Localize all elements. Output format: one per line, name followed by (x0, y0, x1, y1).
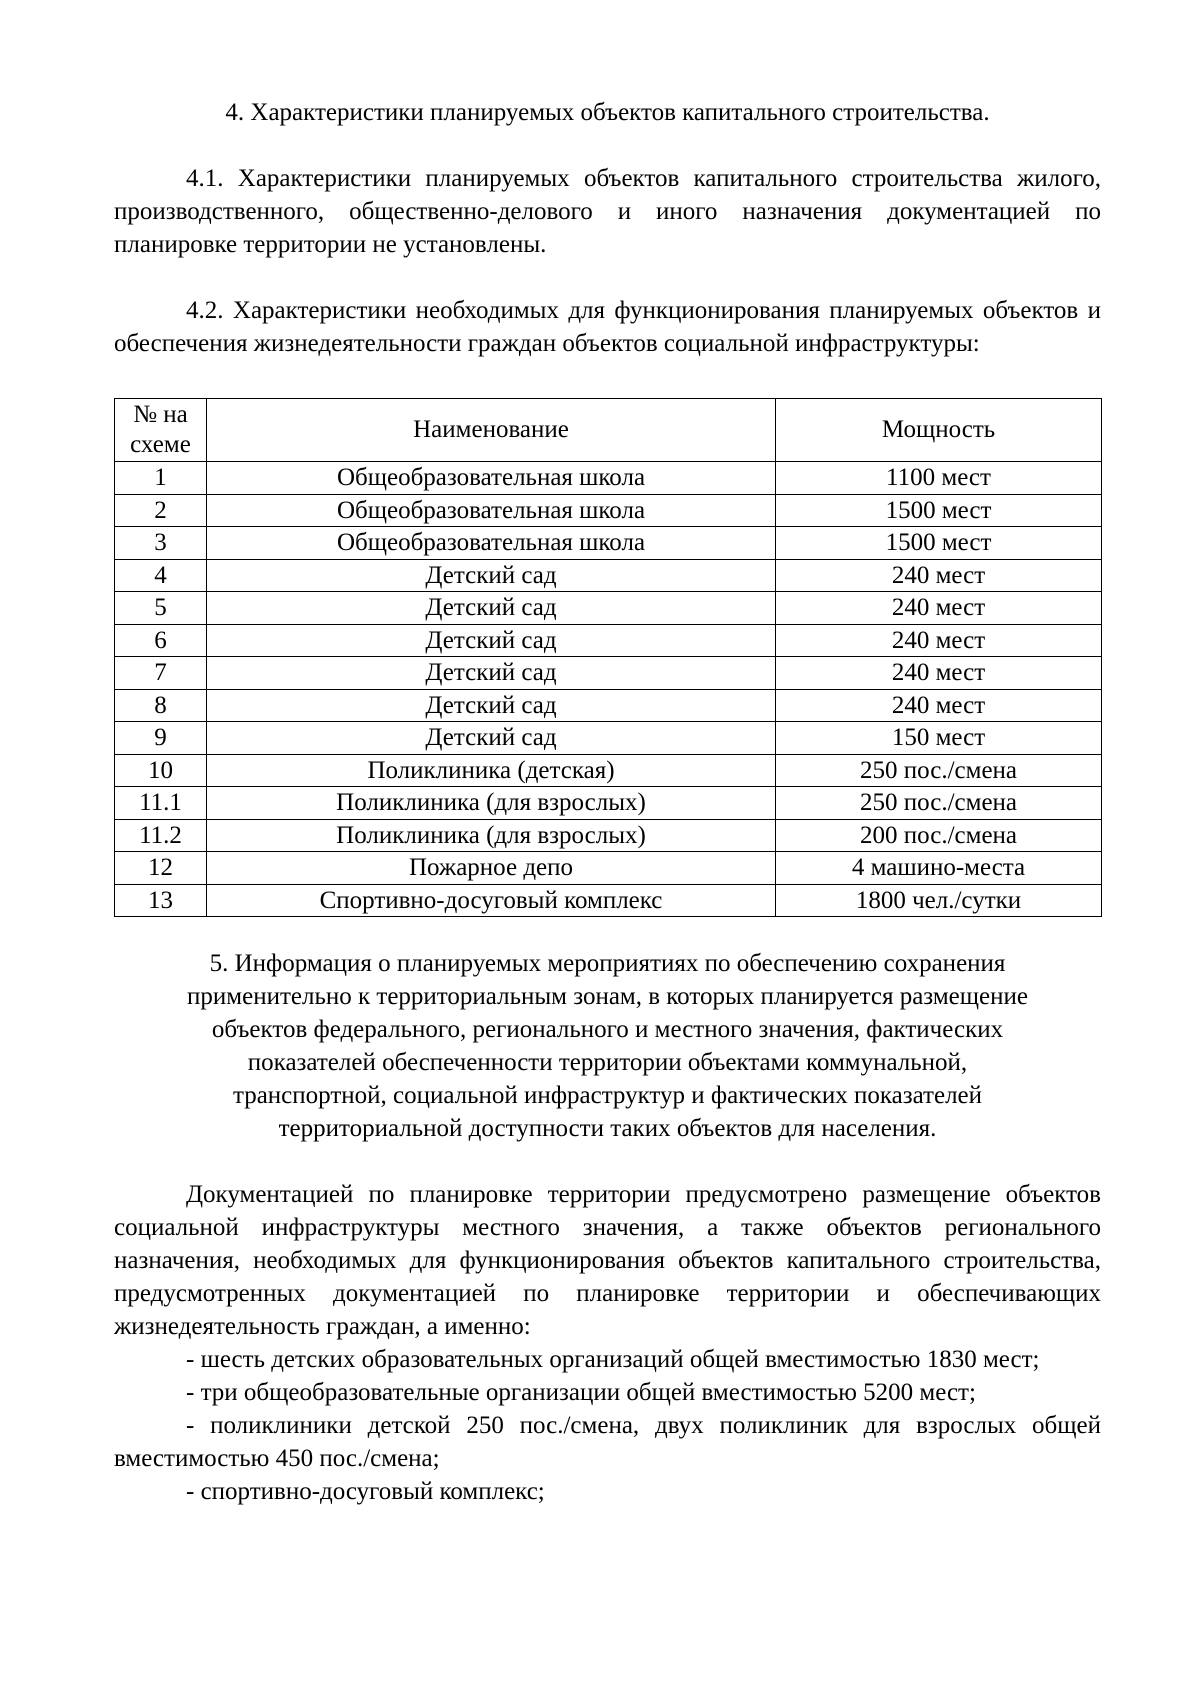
cell-capacity: 150 мест (776, 722, 1102, 755)
section-5-title (114, 947, 1101, 1145)
cell-name: Спортивно-досуговый комплекс (207, 884, 776, 917)
cell-name: Детский сад (207, 559, 776, 592)
table-row (115, 624, 1102, 657)
cell-number: 7 (115, 657, 207, 690)
section-5-title-line: показателей обеспеченности территории объектами коммунальной, (247, 1049, 968, 1076)
table-row (115, 819, 1102, 852)
cell-number: 13 (115, 884, 207, 917)
list-item: - шесть детских образовательных организаций общей вместимостью 1830 мест; (186, 1346, 1040, 1373)
table-row (115, 754, 1102, 787)
header-number: № на схеме (115, 399, 207, 462)
table-row (115, 657, 1102, 690)
cell-capacity: 250 пос./смена (776, 754, 1102, 787)
cell-name: Общеобразовательная школа (207, 494, 776, 527)
table-row (115, 852, 1102, 885)
table-row (115, 689, 1102, 722)
table-row (115, 559, 1102, 592)
cell-name: Общеобразовательная школа (207, 527, 776, 560)
cell-capacity: 240 мест (776, 559, 1102, 592)
section-5-title-line: 5. Информация о планируемых мероприятиях по обеспечению сохранения (209, 950, 1006, 977)
cell-capacity: 240 мест (776, 592, 1102, 625)
table-row (115, 494, 1102, 527)
cell-capacity: 1500 мест (776, 527, 1102, 560)
cell-capacity: 240 мест (776, 689, 1102, 722)
cell-number: 4 (115, 559, 207, 592)
table-row (115, 722, 1102, 755)
cell-name: Общеобразовательная школа (207, 462, 776, 495)
cell-capacity: 200 пос./смена (776, 819, 1102, 852)
cell-name: Поликлиника (детская) (207, 754, 776, 787)
paragraph-4-1: 4.1. Характеристики планируемых объектов капитального строительства жилого, производственного, общественно-делового и иного назначения документацией по планировке территории не установлены. (114, 165, 1101, 258)
cell-name: Детский сад (207, 722, 776, 755)
social-infrastructure-table (114, 398, 1102, 917)
cell-name: Пожарное депо (207, 852, 776, 885)
cell-name: Детский сад (207, 657, 776, 690)
cell-capacity: 250 пос./смена (776, 787, 1102, 820)
section-5-intro: Документацией по планировке территории предусмотрено размещение объектов социальной инфраструктуры местного значения, а также объектов регионального назначения, необходимых для функционирования объектов капитального строительства, предусмотренных документацией по планировке территории и обеспечивающих жизнедеятельность граждан, а именно: (114, 1181, 1101, 1340)
cell-capacity: 1500 мест (776, 494, 1102, 527)
table-row (115, 592, 1102, 625)
cell-capacity: 240 мест (776, 624, 1102, 657)
list-item: - спортивно-досуговый комплекс; (186, 1478, 545, 1505)
section-4-title: 4. Характеристики планируемых объектов капитального строительства. (225, 99, 990, 126)
cell-number: 3 (115, 527, 207, 560)
table-row (115, 527, 1102, 560)
cell-number: 6 (115, 624, 207, 657)
paragraph-4-2: 4.2. Характеристики необходимых для функционирования планируемых объектов и обеспечения жизнедеятельности граждан объектов социальной инфраструктуры: (114, 297, 1101, 357)
cell-name: Детский сад (207, 624, 776, 657)
cell-capacity: 1100 мест (776, 462, 1102, 495)
cell-number: 12 (115, 852, 207, 885)
table-row (115, 884, 1102, 917)
table-row (115, 787, 1102, 820)
cell-name: Детский сад (207, 592, 776, 625)
cell-capacity: 1800 чел./сутки (776, 884, 1102, 917)
cell-number: 9 (115, 722, 207, 755)
cell-number: 5 (115, 592, 207, 625)
cell-number: 10 (115, 754, 207, 787)
table-header-row (115, 399, 1102, 462)
table-row (115, 462, 1102, 495)
section-5-title-line: применительно к территориальным зонам, в которых планируется размещение (187, 983, 1028, 1010)
header-name: Наименование (207, 399, 776, 462)
cell-number: 2 (115, 494, 207, 527)
cell-name: Детский сад (207, 689, 776, 722)
list-item: - три общеобразовательные организации общей вместимостью 5200 мест; (186, 1379, 976, 1406)
list-item: - поликлиники детской 250 пос./смена, двух поликлиник для взрослых общей вместимостью 450 пос./смена; (114, 1412, 1101, 1472)
cell-capacity: 240 мест (776, 657, 1102, 690)
facilities-list (114, 1343, 1101, 1508)
cell-number: 1 (115, 462, 207, 495)
cell-name: Поликлиника (для взрослых) (207, 787, 776, 820)
header-capacity: Мощность (776, 399, 1102, 462)
cell-number: 11.2 (115, 819, 207, 852)
section-5-title-line: объектов федерального, регионального и местного значения, фактических (211, 1016, 1004, 1043)
cell-number: 8 (115, 689, 207, 722)
cell-capacity: 4 машино-места (776, 852, 1102, 885)
section-5-title-line: транспортной, социальной инфраструктур и фактических показателей (232, 1082, 983, 1109)
section-5-title-line: территориальной доступности таких объектов для населения. (278, 1115, 937, 1142)
cell-number: 11.1 (115, 787, 207, 820)
cell-name: Поликлиника (для взрослых) (207, 819, 776, 852)
